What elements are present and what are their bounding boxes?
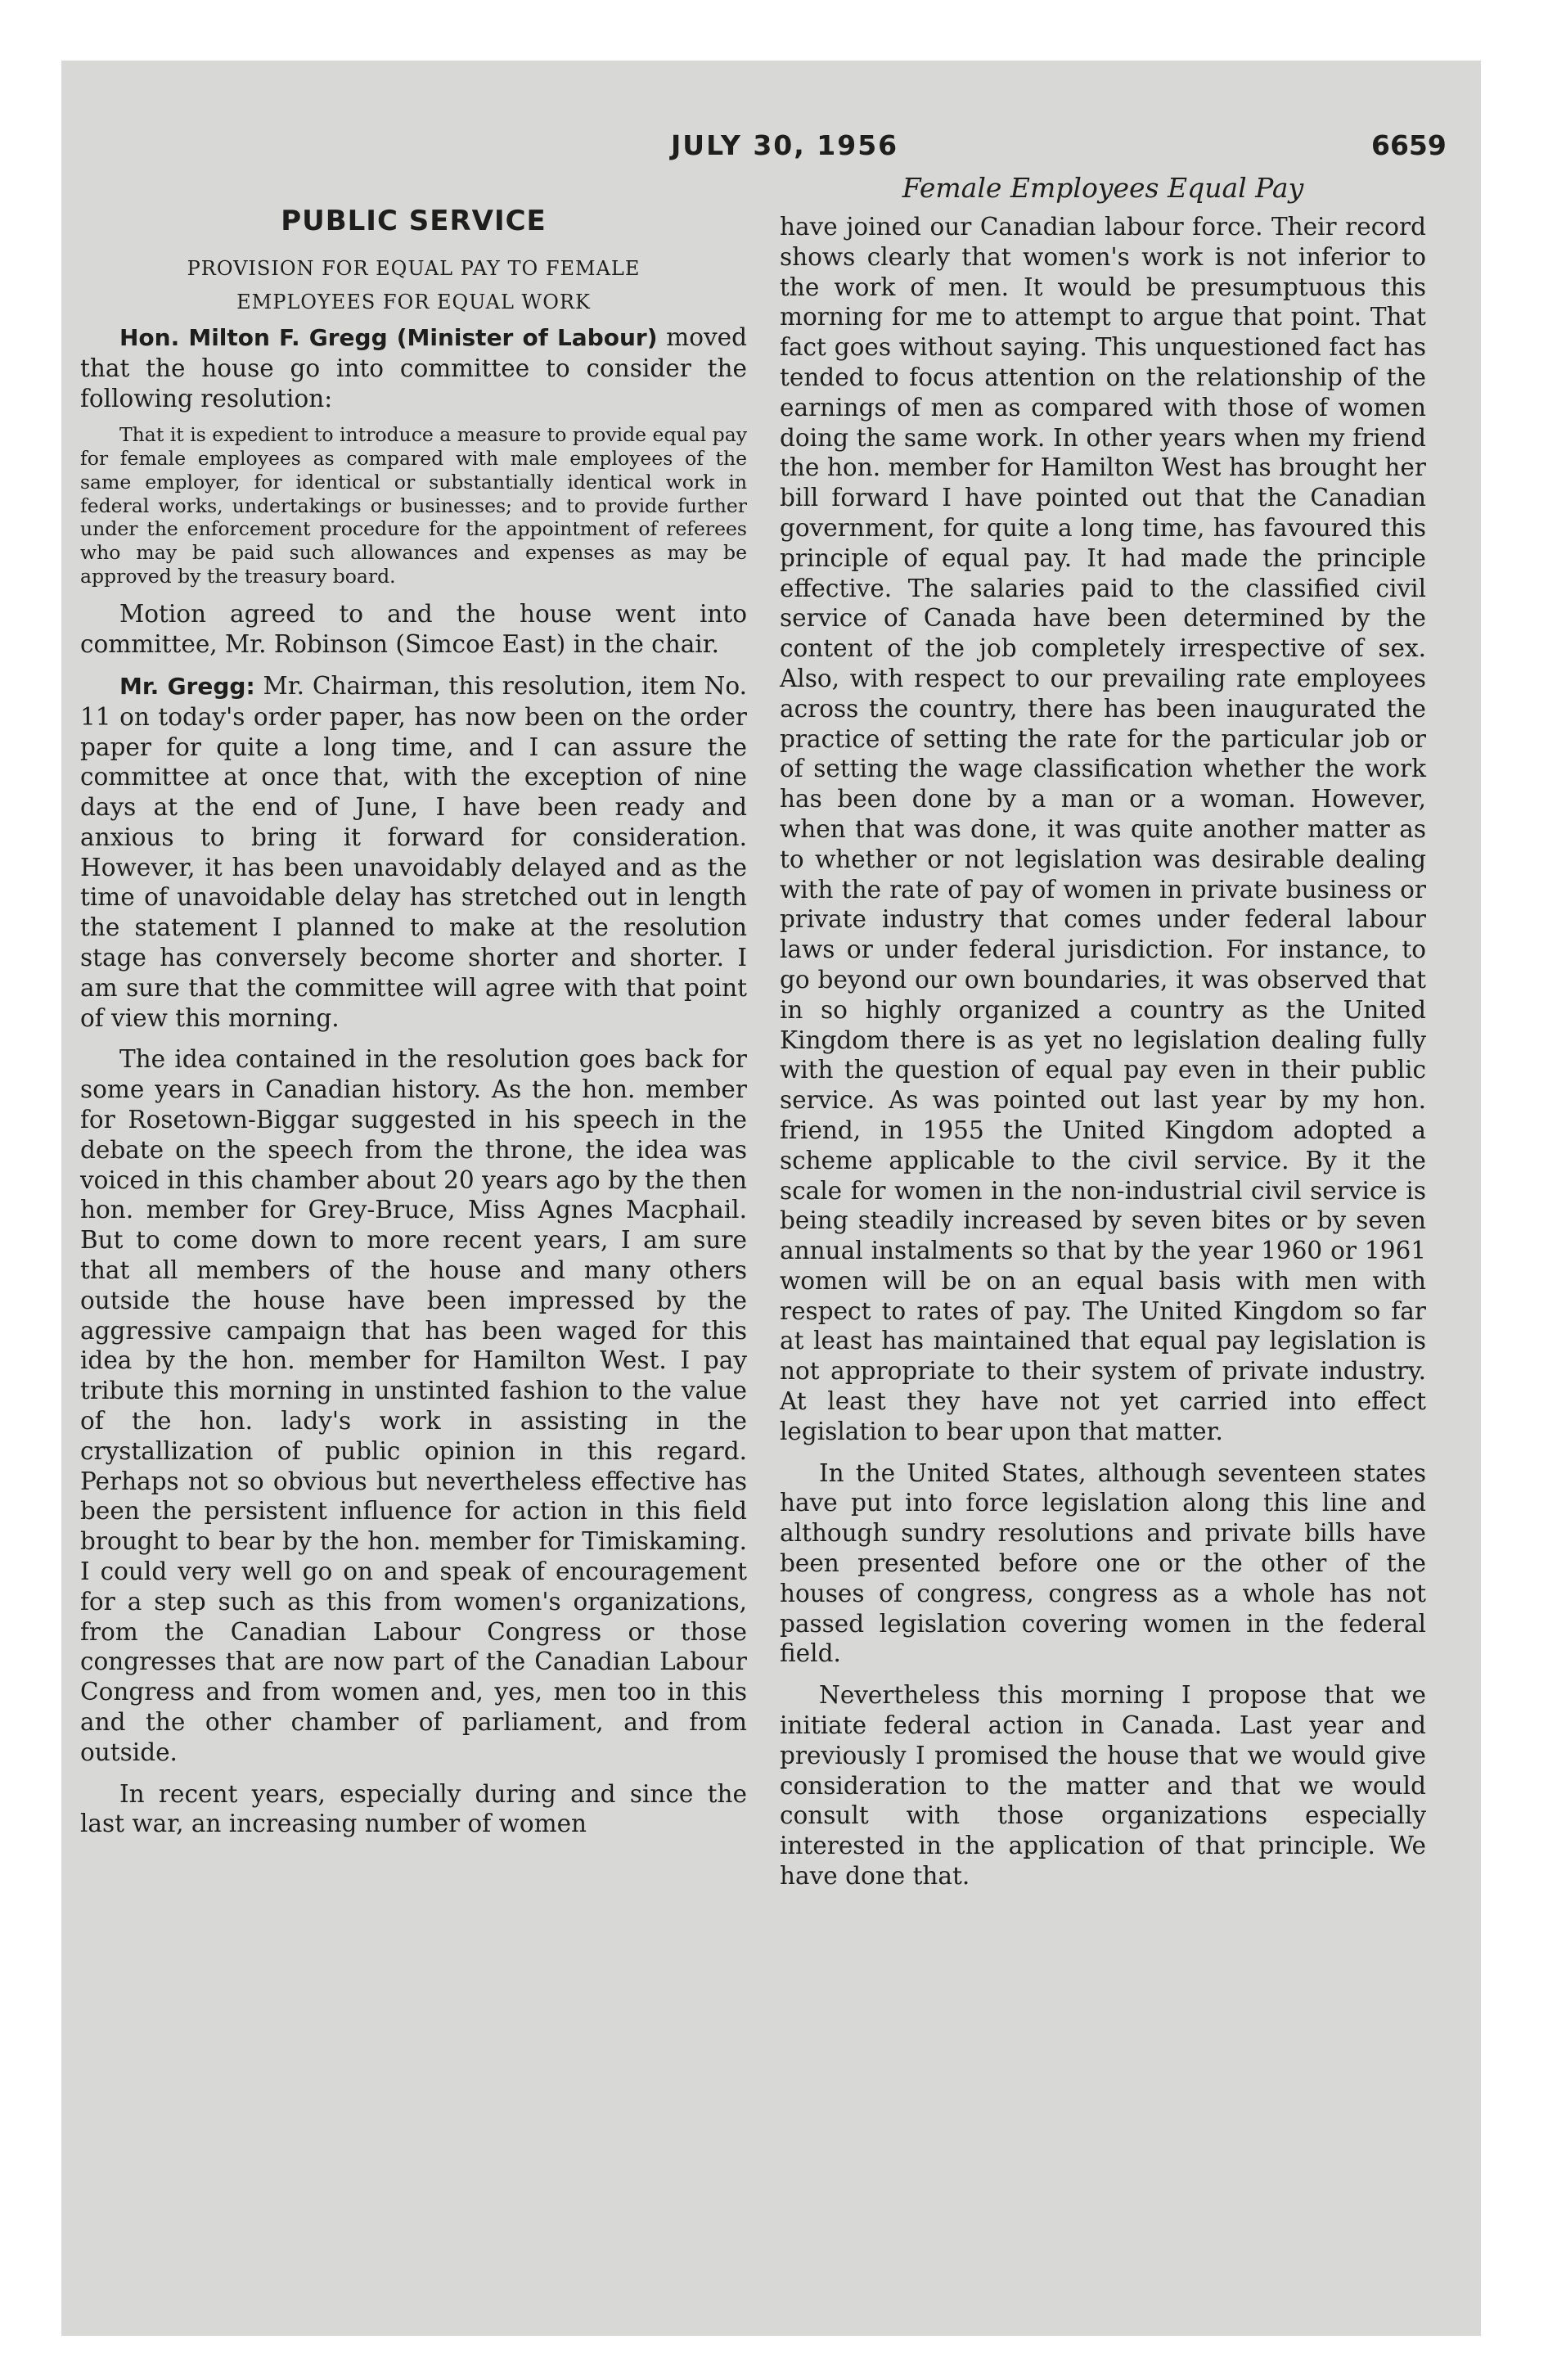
paragraph-gregg-statement: [80, 671, 747, 1034]
paragraph-text: Mr. Chairman, this resolution, item No. 11 on today's order paper, has now been on the order paper for quite a long time, and I can assure the committee at once that, with the exception of nine days at the end of June, I have been ready and anxious to bring it forward for consideration. However, it has been unavoidably delayed and as the time of unavoidable delay has stretched out in length the statement I planned to make at the resolution stage has conversely become shorter and shorter. I am sure that the committee will agree with that point of view this morning.: [80, 671, 747, 1032]
left-column: [80, 205, 747, 1839]
paragraph-text: moved that the house go into committee to consider the following resolution:: [80, 323, 748, 412]
right-column: [780, 172, 1426, 1891]
section-title: PUBLIC SERVICE: [281, 205, 547, 237]
page-number: 6659: [1371, 129, 1447, 161]
paragraph-continued: have joined our Canadian labour force. Their record shows clearly that women's work is not inferior to the work of men. It would be presumptuous this morning for me to attempt to argue that point. That fact goes without saying. This unquestioned fact has tended to focus attention on the relationship of the earnings of men as compared with those of women doing the same work. In other years when my friend the hon. member for Hamilton West has brought her bill forward I have pointed out that the Canadian government, for quite a long time, has favoured this principle of equal pay. It had made the principle effective. The salaries paid to the classified civil service of Canada have been determined by the content of the job completely irrespective of sex. Also, with respect to our prevailing rate employees across the country, there has been inaugurated the practice of setting the rate for the particular job or of setting the wage classification whether the work has been done by a man or a woman. However, when that was done, it was quite another matter as to whether or not legislation was desirable dealing with the rate of pay of women in private business or private industry that comes under federal labour laws or under federal jurisdiction. For instance, to go beyond our own boundaries, it was observed that in so highly organized a country as the United Kingdom there is as yet no legislation dealing fully with the question of equal pay even in their public service. As was pointed out last year by my hon. friend, in 1955 the United Kingdom adopted a scheme applicable to the civil service. By it the scale for women in the non-industrial civil service is being steadily increased by seven bites or by seven annual instalments so that by the year 1960 or 1961 women will be on an equal basis with men with respect to rates of pay. The United Kingdom so far at least has maintained that equal pay legislation is not appropriate to their system of private industry. At least they have not yet carried into effect legislation to bear upon that matter.: [780, 213, 1426, 1445]
paragraph-committee: Motion agreed to and the house went into committee, Mr. Robinson (Simcoe East) in the chair.: [80, 600, 747, 659]
subtitle-line-1: PROVISION FOR EQUAL PAY TO FEMALE: [187, 257, 641, 280]
paragraph-united-states: In the United States, although seventeen states have put into force legislation along this line and although sundry resolutions and private bills have been presented before one or the other of the houses of congress, congress as a whole has not passed legislation covering women in the federal field.: [780, 1458, 1426, 1668]
speaker-name: Mr. Gregg:: [119, 672, 255, 700]
paragraph-history: The idea contained in the resolution goes back for some years in Canadian history. As the hon. member for Rosetown-Biggar suggested in his speech in the debate on the speech from the throne, the idea was voiced in this chamber about 20 years ago by the then hon. member for Grey-Bruce, Miss Agnes Macphail. But to come down to more recent years, I am sure that all members of the house and many others outside the house have been impressed by the aggressive campaign that has been waged for this idea by the hon. member for Hamilton West. I pay tribute this morning in unstinted fashion to the value of the hon. lady's work in assisting in the crystallization of public opinion in this regard. Perhaps not so obvious but nevertheless effective has been the persistent influence for action in this field brought to bear by the hon. member for Timiskaming. I could very well go on and speak of encouragement for a step such as this from women's organizations, from the Canadian Labour Congress or those congresses that are now part of the Canadian Labour Congress and from women and, yes, men too in this and the other chamber of parliament, and from outside.: [80, 1045, 747, 1766]
paragraph-motion: [80, 322, 747, 413]
subtitle-line-2: EMPLOYEES FOR EQUAL WORK: [236, 291, 591, 313]
speaker-name: Hon. Milton F. Gregg (Minister of Labour): [119, 324, 658, 351]
running-head: Female Employees Equal Pay: [902, 172, 1304, 204]
paragraph-federal-action: Nevertheless this morning I propose that we initiate federal action in Canada. Last year and previously I promised the house that we would give consideration to the matter and that we would consult with those organizations especially interested in the application of that principle. We have done that.: [780, 1681, 1426, 1891]
paragraph-recent-years: In recent years, especially during and since the last war, an increasing number of women: [80, 1779, 747, 1838]
page-date: JULY 30, 1956: [671, 129, 899, 161]
resolution-text: That it is expedient to introduce a measure to provide equal pay for female employees as compared with male employees of the same employer, for identical or substantially identical work in federal works, undertakings or businesses; and to provide further under the enforcement procedure for the appointment of referees who may be paid such allowances and expenses as may be approved by the treasury board.: [80, 423, 747, 588]
